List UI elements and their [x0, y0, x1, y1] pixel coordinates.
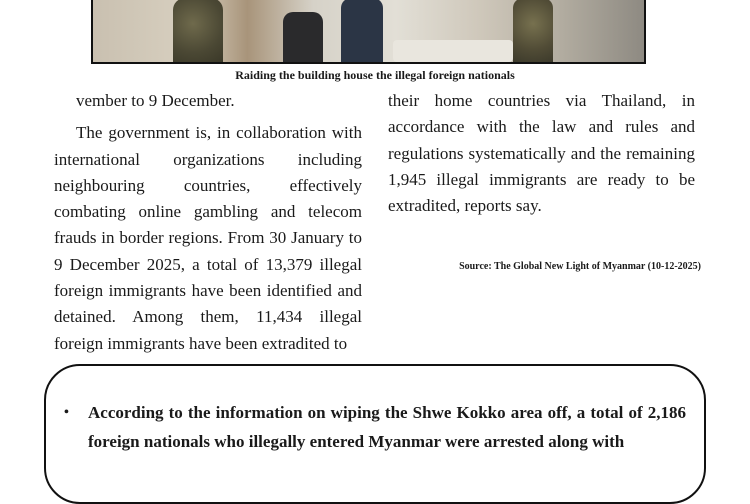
photo-figure-officer — [341, 0, 383, 62]
highlight-text: According to the information on wiping the Shwe Kokko area off, a total of 2,186 foreign nationals who illegally entered Myanmar were arrested along with — [88, 403, 686, 451]
photo-figure-soldier-right — [513, 0, 553, 62]
article-right-column — [388, 88, 695, 219]
paragraph-extradition: their home countries via Thailand, in accordance with the law and rules and regulations systematically and the remaining 1,945 illegal immigrants are ready to be extradited, reports say. — [388, 91, 695, 216]
article-left-column — [54, 88, 362, 357]
paragraph-government: The government is, in collaboration with international organizations including neighbouring countries, effectively combating online gambling and telecom frauds in border regions. From 30 January to 9 December 2025, a total of 13,379 illegal foreign immigrants have been identified and detained. Among them, 11,434 illegal foreign immigrants have been extradited to — [54, 123, 362, 353]
highlight-item — [64, 398, 686, 456]
photo-floor — [393, 40, 513, 62]
raid-photo — [91, 0, 646, 64]
source-credit: Source: The Global New Light of Myanmar (10-12-2025) — [459, 261, 701, 272]
paragraph-continuation: vember to 9 December. — [76, 91, 235, 110]
highlight-box — [44, 364, 706, 504]
photo-figure-dark-clothes — [283, 12, 323, 62]
photo-figure-soldier-left — [173, 0, 223, 62]
bullet-icon: • — [64, 405, 69, 420]
photo-caption: Raiding the building house the illegal foreign nationals — [235, 68, 515, 82]
